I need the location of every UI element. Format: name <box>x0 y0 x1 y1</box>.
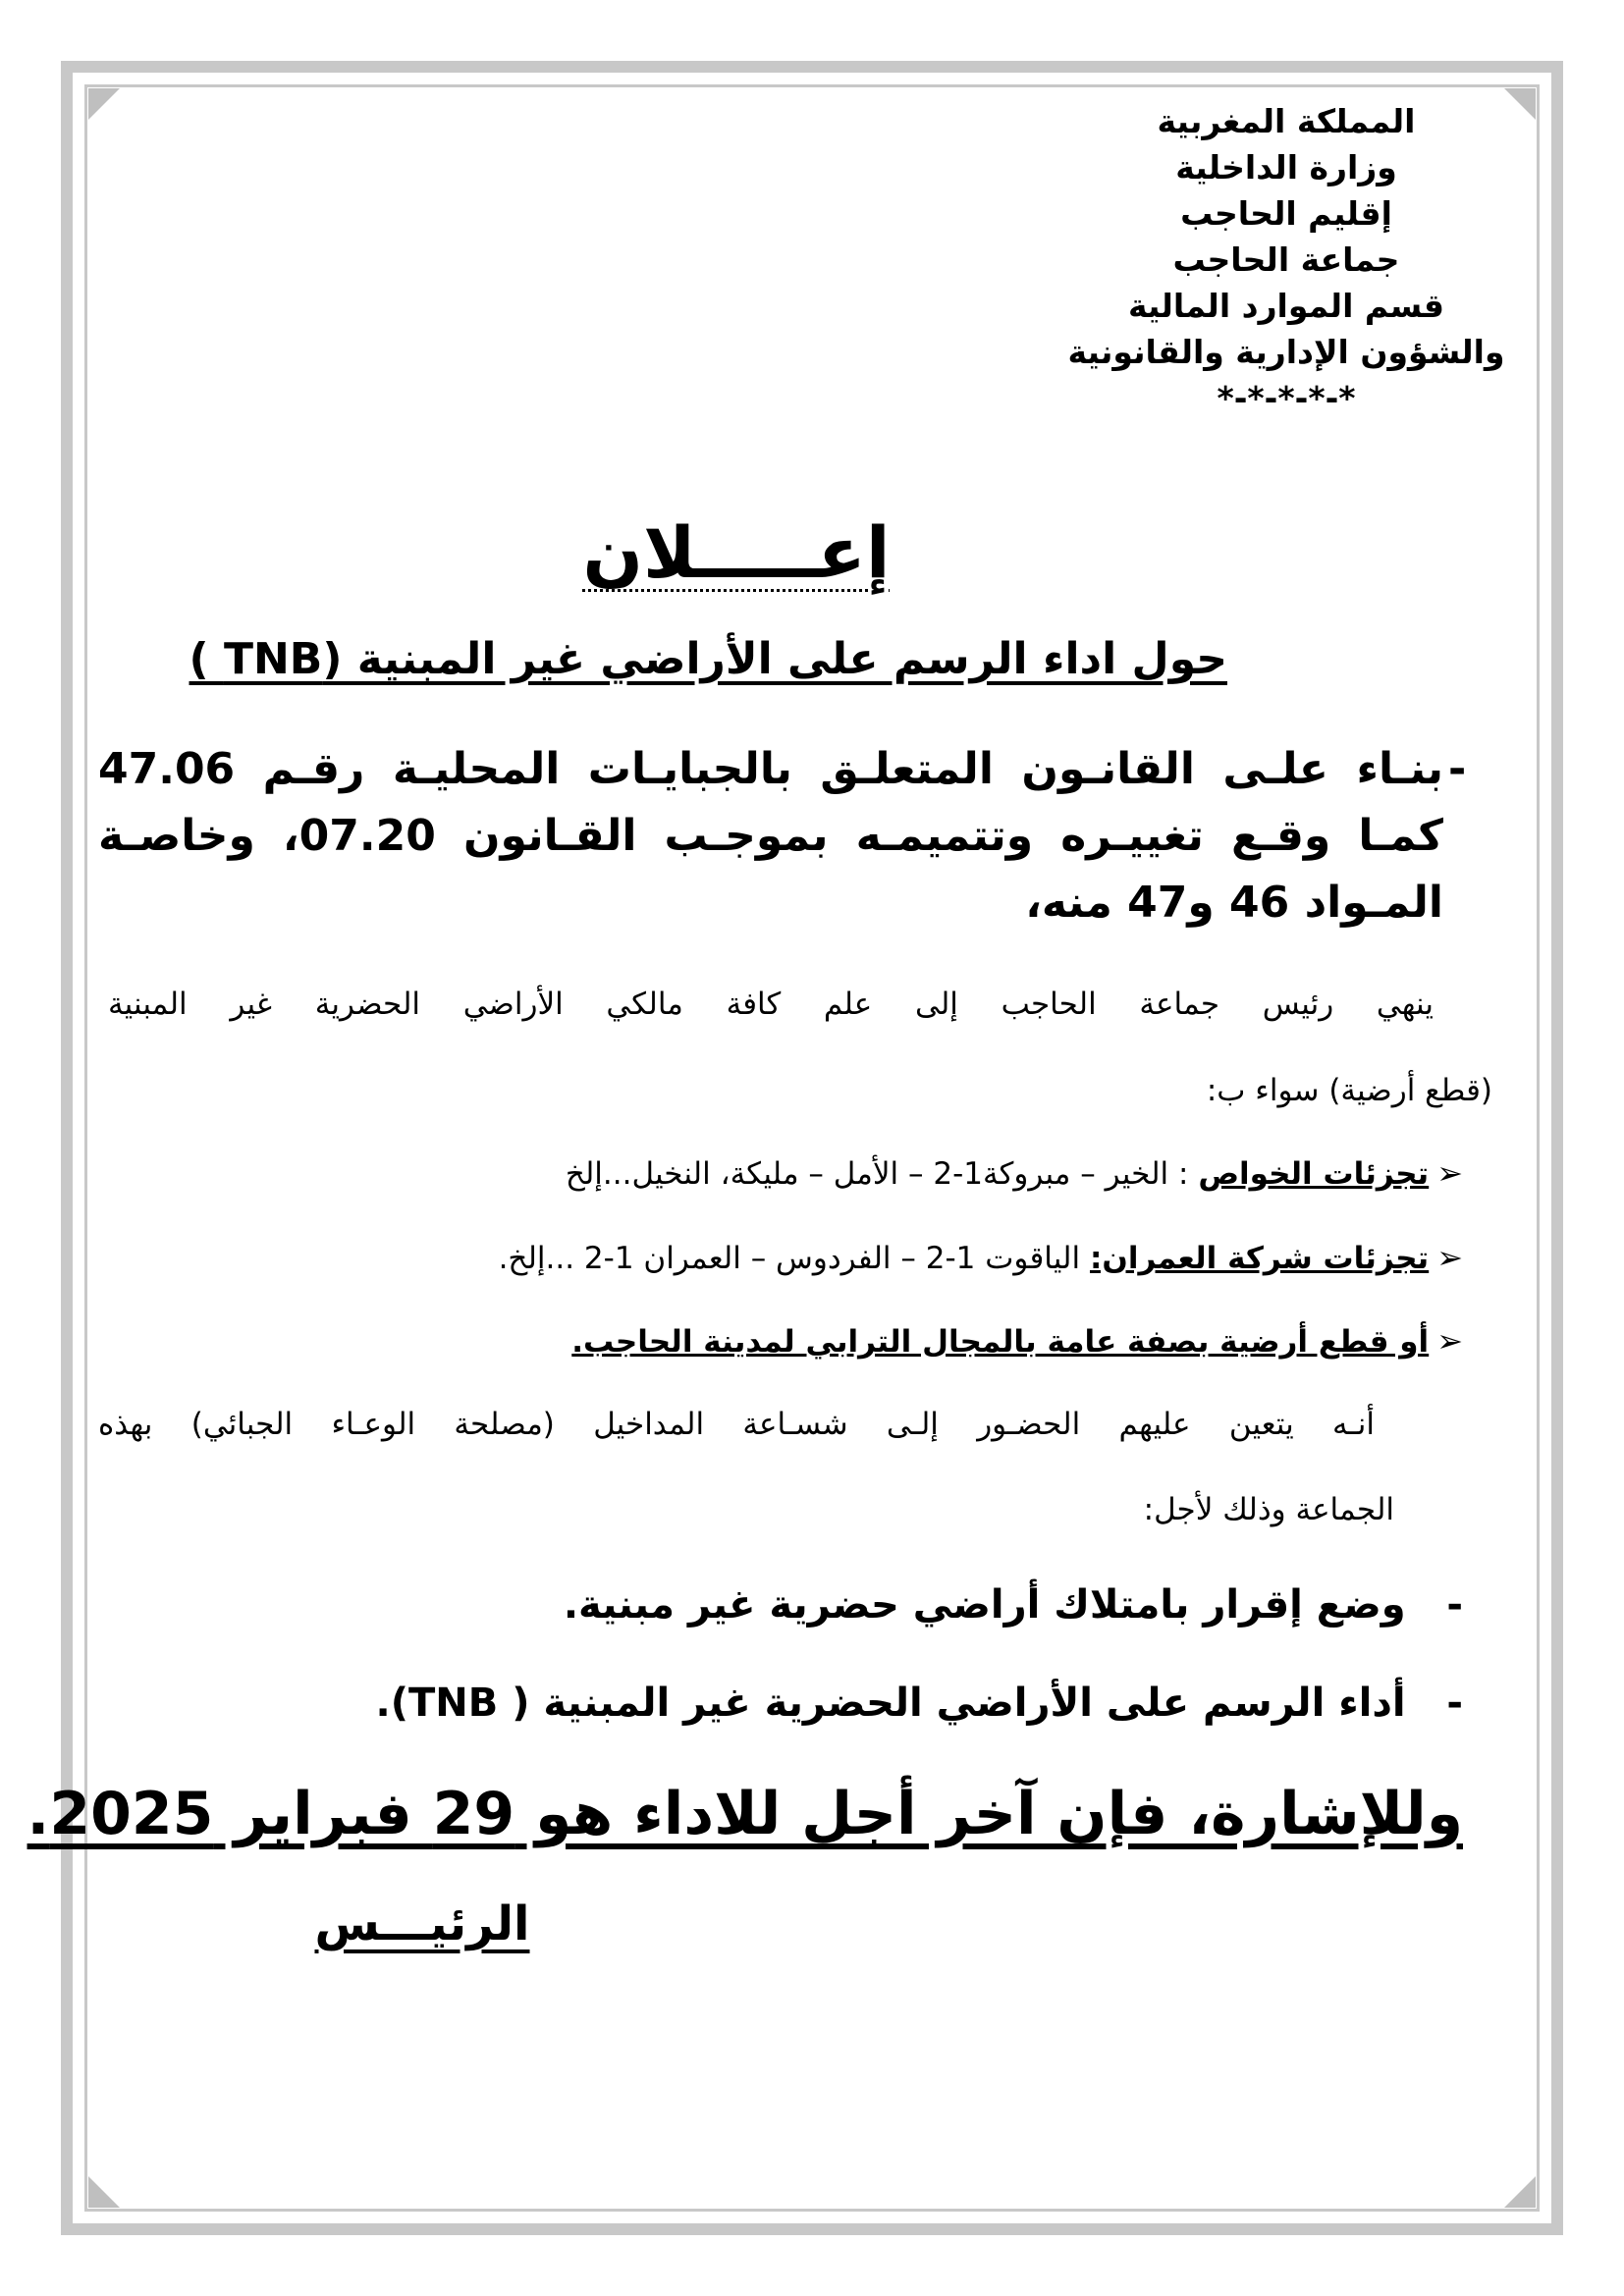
header-line: والشؤون الإدارية والقانونية <box>1067 333 1505 371</box>
deadline-notice: وللإشارة، فإن آخر أجل للاداء هو 29 فبراير 2025. <box>27 1780 1463 1848</box>
administrative-header <box>1021 98 1551 421</box>
bullet-label: تجزئات شركة العمران: <box>1089 1241 1430 1276</box>
announcement-title: إعـــــلان <box>582 511 891 594</box>
legal-basis-paragraph: بنـاء علـى القانـون المتعلـق بالجبايـات المحليـة رقـم 47.06 كمـا وقـع تغييـره وتتميمـه بموجـب القـانون 07.20، وخاصـة المـواد 46 و47 منه، <box>98 744 1444 928</box>
corner-ornament <box>1504 2176 1536 2208</box>
bullet-label: أو قطع أرضية بصفة عامة بالمجال الترابي لمدينة الحاجب. <box>571 1324 1430 1360</box>
list-dash: - <box>1448 744 1467 794</box>
header-line: قسم الموارد المالية <box>1128 287 1444 325</box>
item-text: وضع إقرار بامتلاك أراضي حضرية غير مبنية. <box>563 1582 1406 1628</box>
list-dash: - <box>1446 1681 1463 1726</box>
corner-ornament <box>88 2176 120 2208</box>
bullet-text: : الخير – مبروكة1-2 – الأمل – مليكة، النخيل...إلخ <box>565 1156 1189 1192</box>
signature-title: الرئيـــس <box>314 1896 530 1951</box>
list-item <box>108 1235 1463 1281</box>
intro-line: ينهي رئيس جماعة الحاجب إلى علم كافة مالكي الأراضي الحضرية غير المبنية <box>108 987 1434 1022</box>
arrow-bullet-icon: ➢ <box>1436 1154 1463 1192</box>
list-dash: - <box>1446 1582 1463 1628</box>
list-item <box>295 1575 1463 1634</box>
header-separator: *-*-*-*-* <box>1217 379 1356 417</box>
item-text: أداء الرسم على الأراضي الحضرية غير المبنية ( TNB). <box>375 1681 1406 1726</box>
bullet-label: تجزئات الخواص <box>1198 1156 1430 1192</box>
header-line: جماعة الحاجب <box>1172 240 1400 279</box>
obligation-line: الجماعة وذلك لأجل: <box>1143 1492 1394 1527</box>
announcement-subtitle: حول اداء الرسم على الأراضي غير المبنية (TNB ) <box>189 634 1227 684</box>
bullet-text: الياقوت 1-2 – الفردوس – العمران 1-2 ...إلخ. <box>498 1241 1081 1276</box>
arrow-bullet-icon: ➢ <box>1436 1239 1463 1276</box>
list-item <box>108 1150 1463 1197</box>
corner-ornament <box>88 88 120 120</box>
obligation-line: أنـه يتعين عليهم الحضـور إلـى شسـاعة المداخيل (مصلحة الوعـاء الجبائي) بهذه <box>98 1407 1375 1442</box>
list-item <box>295 1674 1463 1733</box>
arrow-bullet-icon: ➢ <box>1436 1322 1463 1360</box>
list-item <box>108 1318 1463 1364</box>
header-line: إقليم الحاجب <box>1180 194 1392 233</box>
header-line: وزارة الداخلية <box>1175 148 1397 187</box>
intro-line: (قطع أرضية) سواء ب: <box>1206 1073 1492 1108</box>
header-line: المملكة المغربية <box>1157 102 1416 140</box>
